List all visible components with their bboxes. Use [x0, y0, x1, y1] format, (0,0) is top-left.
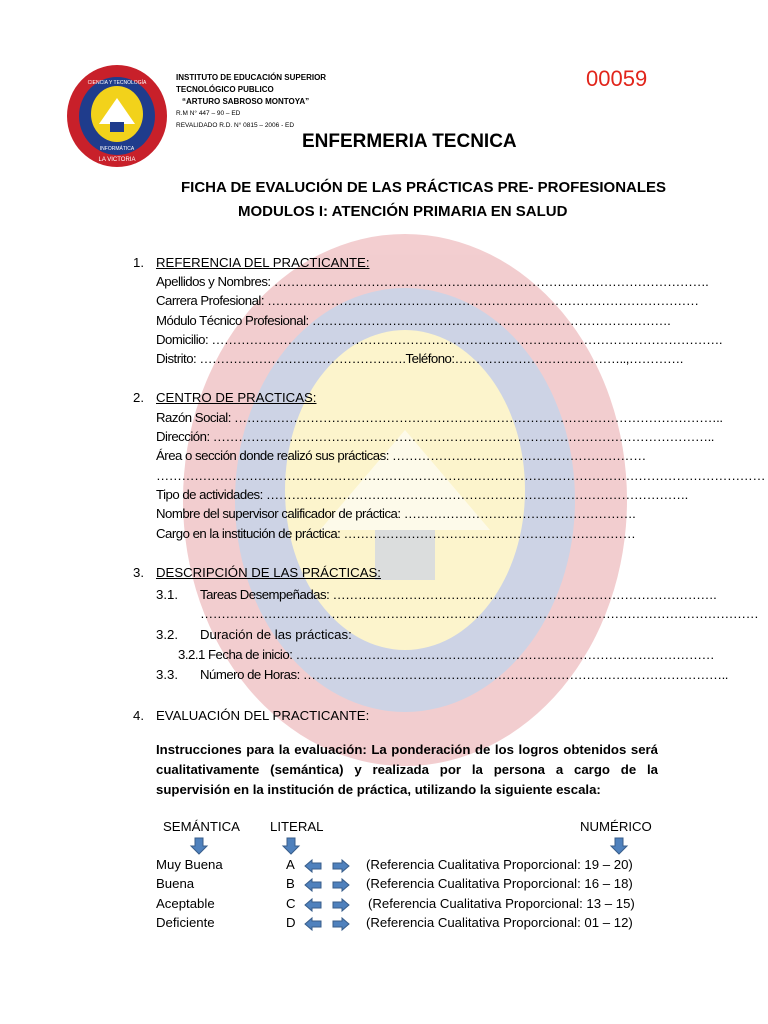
field-tipo-actividades[interactable]: Tipo de actividades: ………………………………………………………………………………………. — [156, 487, 688, 502]
scale-semantic: Buena — [156, 876, 195, 891]
down-arrow-icon — [190, 837, 208, 855]
field-area[interactable]: Área o sección donde realizó sus prácticas: …………………………………………………… — [156, 448, 646, 463]
logo-top-text: CIENCIA Y TECNOLOGÍA — [87, 80, 147, 86]
section-number: 2. — [133, 390, 144, 405]
scale-semantic: Muy Buena — [156, 857, 223, 872]
field-apellidos[interactable]: Apellidos y Nombres: …………………………………………………………………………………………. — [156, 274, 709, 289]
scale-reference: (Referencia Cualitativa Proporcional: 01 – 12) — [366, 915, 633, 930]
scale-semantic: Deficiente — [156, 915, 215, 930]
down-arrow-icon — [610, 837, 628, 855]
column-numeric: NUMÉRICO — [580, 819, 652, 834]
section-heading: REFERENCIA DEL PRACTICANTE: — [156, 255, 370, 270]
section-heading: CENTRO DE PRACTICAS: — [156, 390, 317, 405]
field-cargo[interactable]: Cargo en la institución de práctica: …………………………………………………………… — [156, 526, 636, 541]
right-arrow-icon — [332, 898, 350, 912]
subsection-number: 3.3. — [156, 667, 178, 682]
scale-literal: A — [286, 857, 295, 872]
scale-reference: (Referencia Cualitativa Proporcional: 16 – 18) — [366, 876, 633, 891]
scale-literal: B — [286, 876, 295, 891]
form-title: FICHA DE EVALUCIÓN DE LAS PRÁCTICAS PRE- PROFESIONALES — [181, 179, 667, 196]
scale-reference: (Referencia Cualitativa Proporcional: 19 – 20) — [366, 857, 633, 872]
field-domicilio[interactable]: Domicilio: …………………………………………………………………………………………………………. — [156, 332, 722, 347]
column-literal: LITERAL — [270, 819, 324, 834]
section-heading: EVALUACIÓN DEL PRACTICANTE: — [156, 708, 370, 723]
field-numero-horas[interactable]: Número de Horas: ……………………………………………………………………………………….. — [200, 667, 728, 682]
section-number: 1. — [133, 255, 144, 270]
column-semantic: SEMÁNTICA — [163, 819, 240, 834]
left-arrow-icon — [304, 859, 322, 873]
right-arrow-icon — [332, 859, 350, 873]
logo-mid-text: INFORMÁTICA — [99, 146, 135, 152]
section-number: 3. — [133, 565, 144, 580]
field-tareas[interactable]: Tareas Desempeñadas: ………………………………………………………………………………. — [200, 587, 717, 602]
logo-bottom-text: LA VICTORIA — [98, 157, 136, 163]
scale-literal: D — [286, 915, 296, 930]
field-fecha-inicio[interactable]: 3.2.1 Fecha de inicio: ……………………………………………………………………………………… — [178, 647, 715, 662]
serial-number: 00059 — [586, 66, 648, 91]
field-modulo[interactable]: Módulo Técnico Profesional: …………………………………………………………………………. — [156, 313, 671, 328]
duration-label: Duración de las prácticas: — [200, 627, 352, 642]
section-number: 4. — [133, 708, 144, 723]
evaluation-instructions: Instrucciones para la evaluación: La ponderación de los logros obtenidos será cualitativamente (semántica) y realizada por la persona a cargo de la supervisión en la institución de práctica, utilizando la siguiente escala: — [156, 742, 658, 797]
institute-name-line2: TECNOLÓGICO PUBLICO — [176, 85, 274, 94]
department-title: ENFERMERIA TECNICA — [302, 131, 517, 152]
right-arrow-icon — [332, 878, 350, 892]
scale-reference: (Referencia Cualitativa Proporcional: 13 – 15) — [368, 896, 635, 911]
subsection-number: 3.1. — [156, 587, 178, 602]
institute-name-line3: “ARTURO SABROSO MONTOYA” — [182, 97, 310, 106]
revalidation-line: REVALIDADO R.D. N° 0815 – 2006 - ED — [176, 122, 295, 129]
left-arrow-icon — [304, 917, 322, 931]
field-razon-social[interactable]: Razón Social: …………………………………………………………………………………………………….. — [156, 410, 723, 425]
scale-semantic: Aceptable — [156, 896, 215, 911]
institution-seal-icon — [66, 64, 168, 168]
right-arrow-icon — [332, 917, 350, 931]
scale-literal: C — [286, 896, 296, 911]
field-area-cont[interactable]: ……………………………………………………………………………………………………………………………… — [156, 468, 765, 483]
left-arrow-icon — [304, 878, 322, 892]
institute-name-line1: INSTITUTO DE EDUCACIÓN SUPERIOR — [176, 73, 327, 82]
module-title: MODULOS I: ATENCIÓN PRIMARIA EN SALUD — [238, 203, 568, 220]
left-arrow-icon — [304, 898, 322, 912]
field-tareas-cont[interactable]: …………………………………………………………………………………………………………………… — [200, 606, 759, 621]
resolution-line: R.M N° 447 – 90 – ED — [176, 110, 241, 117]
field-supervisor[interactable]: Nombre del supervisor calificador de práctica: ………………………………………………. — [156, 506, 636, 521]
field-distrito-telefono[interactable]: Distrito: ………………………………………….Teléfono:…………………………………..,…………. — [156, 351, 683, 366]
field-carrera[interactable]: Carrera Profesional: ………………………………………………………………………………………… — [156, 293, 699, 308]
section-heading: DESCRIPCIÓN DE LAS PRÁCTICAS: — [156, 565, 381, 580]
field-direccion[interactable]: Dirección: ……………………………………………………………………………………………………….. — [156, 429, 714, 444]
subsection-number: 3.2. — [156, 627, 178, 642]
down-arrow-icon — [282, 837, 300, 855]
